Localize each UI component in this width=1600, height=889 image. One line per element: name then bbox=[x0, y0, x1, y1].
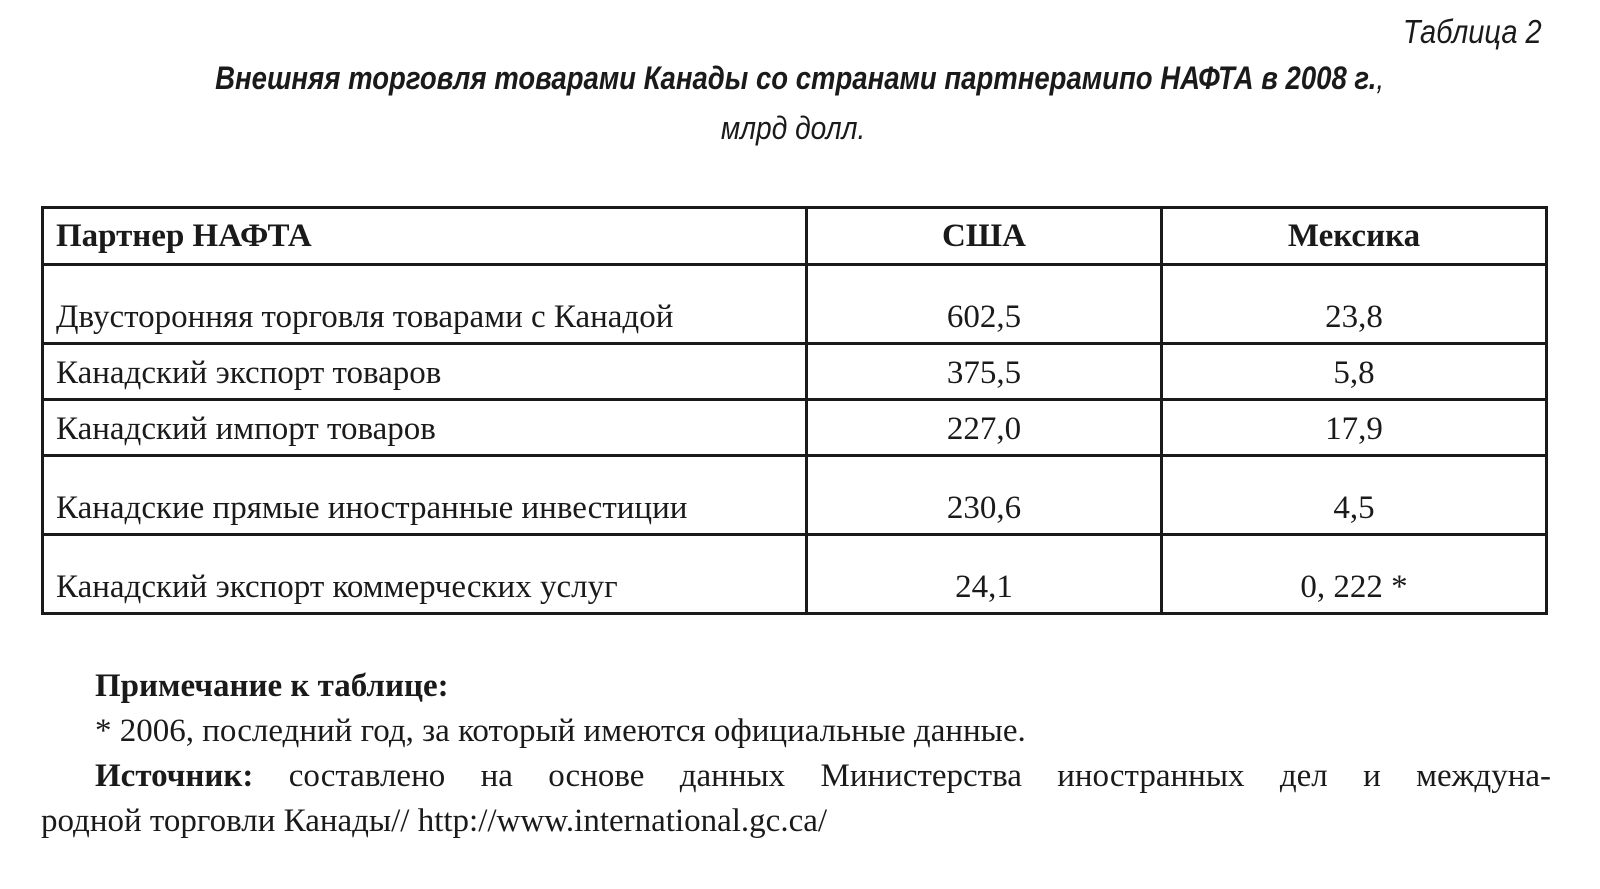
row-label: Канадские прямые иностранные инвестиции bbox=[43, 456, 807, 535]
table-units bbox=[0, 108, 1600, 148]
source-text-1: составлено на основе данных Министерства иностранных дел и междуна- bbox=[253, 758, 1551, 794]
footnote: * 2006, последний год, за который имеются официальные данные. bbox=[95, 713, 1026, 749]
row-mexico-value: 4,5 bbox=[1162, 456, 1547, 535]
source-line-2: родной торговли Канады// http://www.international.gc.ca/ bbox=[41, 803, 828, 839]
table-row bbox=[43, 344, 1547, 400]
row-label: Канадский экспорт товаров bbox=[43, 344, 807, 400]
row-usa-value: 602,5 bbox=[807, 265, 1162, 344]
row-label: Канадский импорт товаров bbox=[43, 400, 807, 456]
table-header-row bbox=[43, 208, 1547, 265]
row-label: Двусторонняя торговля товарами с Канадой bbox=[43, 265, 807, 344]
table-title-text: Внешняя торговля товарами Канады со странами партнерамипо НАФТА в 2008 г. bbox=[215, 60, 1377, 96]
row-usa-value: 375,5 bbox=[807, 344, 1162, 400]
header-usa: США bbox=[807, 208, 1162, 265]
table-title bbox=[0, 58, 1600, 98]
table-row bbox=[43, 535, 1547, 614]
note-heading: Примечание к таблице: bbox=[95, 668, 449, 704]
table-number-label: Таблица 2 bbox=[1403, 13, 1542, 50]
row-usa-value: 230,6 bbox=[807, 456, 1162, 535]
row-usa-value: 24,1 bbox=[807, 535, 1162, 614]
table-row bbox=[43, 456, 1547, 535]
table-units-text: млрд долл. bbox=[720, 110, 866, 146]
header-mexico: Мексика bbox=[1162, 208, 1547, 265]
table-title-comma: , bbox=[1376, 60, 1385, 96]
table-row bbox=[43, 265, 1547, 344]
row-usa-value: 227,0 bbox=[807, 400, 1162, 456]
source-label: Источник: bbox=[95, 758, 254, 794]
row-mexico-value: 5,8 bbox=[1162, 344, 1547, 400]
row-mexico-value: 0, 222 * bbox=[1162, 535, 1547, 614]
source-line-1 bbox=[41, 754, 1551, 799]
row-mexico-value: 17,9 bbox=[1162, 400, 1547, 456]
trade-table bbox=[41, 206, 1548, 615]
table-notes bbox=[41, 664, 1551, 844]
row-mexico-value: 23,8 bbox=[1162, 265, 1547, 344]
row-label: Канадский экспорт коммерческих услуг bbox=[43, 535, 807, 614]
table-row bbox=[43, 400, 1547, 456]
header-partner: Партнер НАФТА bbox=[43, 208, 807, 265]
